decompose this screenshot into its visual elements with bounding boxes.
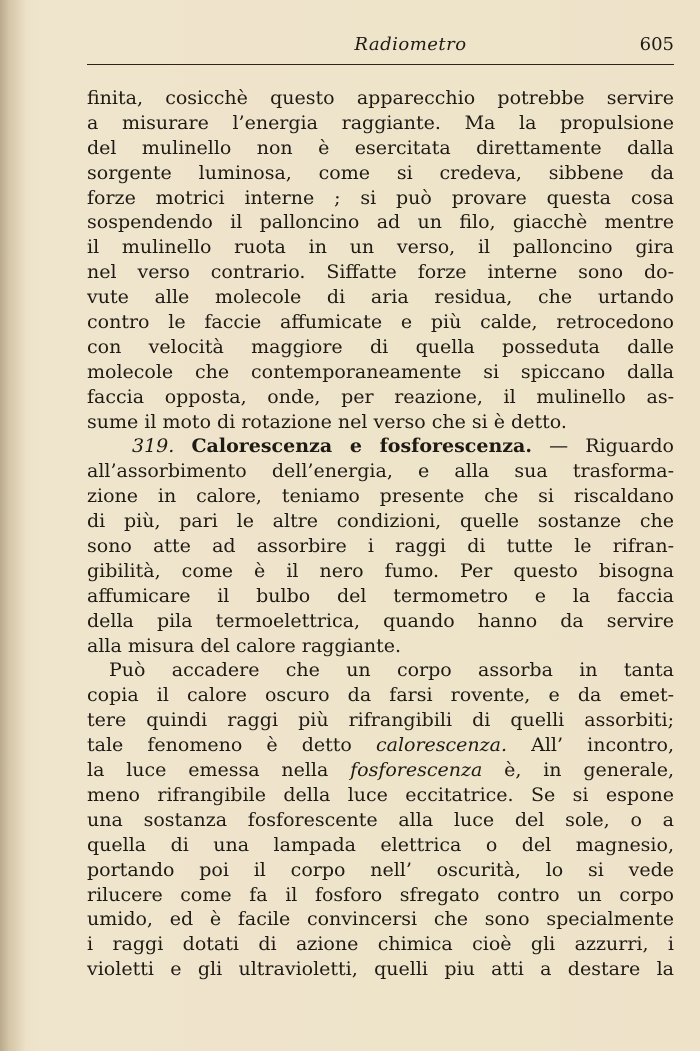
page-gutter — [0, 0, 26, 1051]
text-segment: è, in generale, — [482, 759, 675, 782]
text-segment: All’ incontro, — [507, 734, 674, 757]
text-line: molecole che contemporaneamente si spiccano dalla — [87, 360, 674, 383]
text-line: sorgente luminosa, come si credeva, sibbene da — [87, 161, 674, 184]
text-line: sono atte ad assorbire i raggi di tutte le rifran- — [87, 535, 674, 558]
text-line: sume il moto di rotazione nel verso che si è detto. — [87, 410, 567, 433]
text-line: tere quindi raggi più rifrangibili di quelli assorbiti; — [87, 709, 674, 732]
text-line: copia il calore oscuro da farsi rovente, e da emet- — [87, 684, 674, 707]
text-line: zione in calore, teniamo presente che si riscaldano — [87, 485, 674, 508]
text-line: Può accadere che un corpo assorba in tanta — [109, 659, 674, 682]
text-line: della pila termoelettrica, quando hanno da servire — [87, 609, 674, 632]
section-first-line-rest: — Riguardo — [531, 435, 674, 458]
text-line: forze motrici interne ; si può provare questa cosa — [87, 186, 674, 209]
text-line: una sostanza fosforescente alla luce del sole, o a — [87, 808, 674, 831]
text-line: nel verso contrario. Siffatte forze interne sono do- — [87, 261, 674, 284]
text-line: sospendendo il palloncino ad un filo, giacchè mentre — [87, 211, 674, 234]
text-segment: la luce emessa nella — [87, 759, 351, 782]
running-title: Radiometro — [354, 34, 467, 55]
text-line-with-term — [87, 758, 674, 783]
text-line: faccia opposta, onde, per reazione, il mulinello as- — [87, 385, 674, 408]
text-line: umido, ed è facile convincersi che sono specialmente — [87, 908, 674, 931]
text-line: contro le faccie affumicate e più calde, retrocedono — [87, 311, 674, 334]
text-line: rilucere come fa il fosforo sfregato contro un corpo — [87, 883, 674, 906]
page-number: 605 — [639, 34, 674, 55]
text-line: meno rifrangibile della luce eccitatrice. Se si espone — [87, 783, 674, 806]
italic-term: calorescenza. — [375, 734, 508, 757]
text-line: con velocità maggiore di quella posseduta dalle — [87, 335, 674, 358]
text-line: alla misura del calore raggiante. — [87, 634, 402, 657]
text-line: gibilità, come è il nero fumo. Per questo bisogna — [87, 559, 674, 582]
section-title: Calorescenza e fosforescenza. — [191, 435, 532, 458]
text-line: il mulinello ruota in un verso, il palloncino gira — [87, 236, 674, 259]
text-line: portando poi il corpo nell’ oscurità, lo si vede — [87, 858, 674, 881]
body-text — [87, 86, 674, 982]
page-header — [87, 34, 674, 58]
text-line: vute alle molecole di aria residua, che urtando — [87, 286, 674, 309]
text-line: i raggi dotati di azione chimica cioè gli azzurri, i — [87, 933, 674, 956]
text-line-with-term — [87, 733, 674, 758]
text-line: finita, cosicchè questo apparecchio potrebbe servire — [87, 87, 674, 109]
italic-term: fosforescenza — [350, 759, 483, 782]
text-line: di più, pari le altre condizioni, quelle sostanze che — [87, 510, 674, 533]
text-line: violetti e gli ultravioletti, quelli piu atti a destare la — [87, 958, 674, 981]
text-segment: tale fenomeno è detto — [87, 734, 376, 757]
section-heading-line — [87, 434, 674, 459]
text-line: del mulinello non è esercitata direttamente dalla — [87, 136, 674, 159]
header-rule — [87, 64, 674, 65]
text-line: a misurare l’energia raggiante. Ma la propulsione — [87, 111, 674, 134]
text-line: affumicare il bulbo del termometro e la faccia — [87, 584, 674, 607]
text-line: quella di una lampada elettrica o del magnesio, — [87, 833, 674, 856]
section-number: 319. — [132, 435, 175, 458]
text-line: all’assorbimento dell’energia, e alla sua trasforma- — [87, 460, 674, 483]
